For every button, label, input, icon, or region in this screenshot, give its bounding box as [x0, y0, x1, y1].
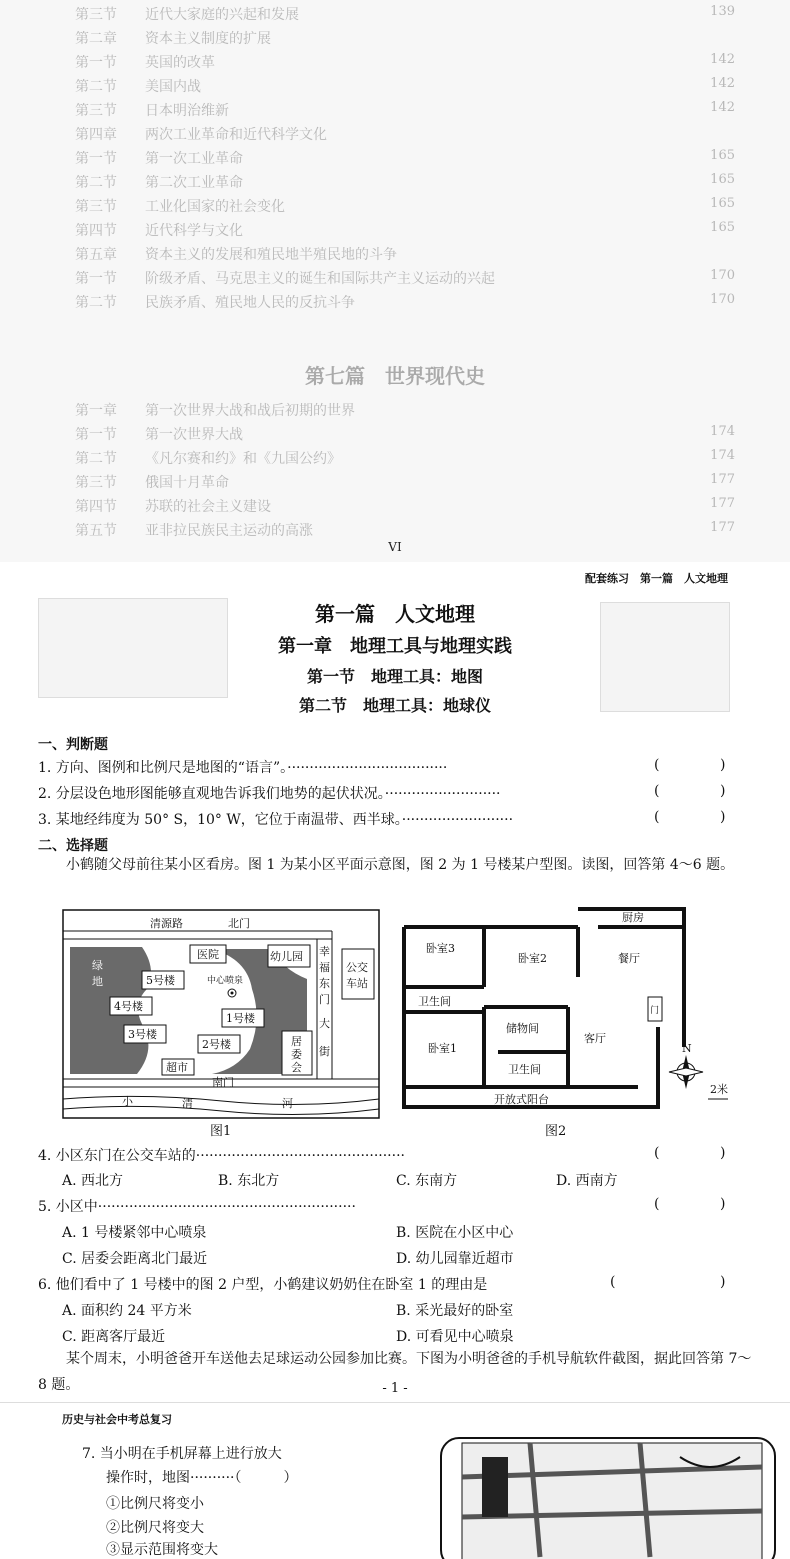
- fig2-label: 厨房: [622, 911, 644, 924]
- toc-entry-text: 苏联的社会主义建设: [145, 499, 271, 515]
- fig1-label: 河: [282, 1097, 293, 1110]
- question-4: 4. 小区东门在公交车站的···············································: [38, 1148, 405, 1164]
- toc-entry: [75, 244, 725, 264]
- q5-option-a: A. 1 号楼紧邻中心喷泉: [62, 1225, 207, 1241]
- intro-paragraph-1: 小鹤随父母前往某小区看房。图 1 为某小区平面示意图，图 2 为 1 号楼某户型图。读图，回答第 4～6 题。: [66, 857, 735, 873]
- fig2-label: 餐厅: [618, 952, 640, 965]
- fig1-label: 1号楼: [226, 1012, 255, 1025]
- fig1-label: 会: [291, 1061, 302, 1074]
- intro-paragraph-2: 某个周末，小明爸爸开车送他去足球运动公园参加比赛。下图为小明爸爸的手机导航软件截图，据此回答第 7～8 题。: [38, 1351, 752, 1393]
- fig2-label: 卧室2: [518, 952, 547, 965]
- answer-paren-close: ): [720, 1274, 726, 1290]
- toc-entry-text: 两次工业革命和近代科学文化: [145, 127, 327, 143]
- fig2-label: N: [682, 1042, 692, 1055]
- toc-entry-text: 日本明治维新: [145, 103, 229, 119]
- toc-entry-page: 170: [710, 268, 735, 283]
- q5-option-d: D. 幼儿园靠近超市: [396, 1251, 514, 1267]
- toc-part-title: 第七篇 世界现代史: [305, 364, 485, 388]
- toc-entry: [75, 52, 725, 72]
- page-number: - 1 -: [382, 1381, 408, 1396]
- q6-option-a: A. 面积约 24 平方米: [62, 1303, 192, 1319]
- fig1-label: 清: [182, 1097, 193, 1110]
- toc-entry-lead: 第一节: [75, 151, 117, 167]
- answer-paren-open: (: [654, 1145, 660, 1161]
- fig1-label: 小: [122, 1095, 133, 1108]
- worksheet-page-2: [0, 1402, 790, 1558]
- fig1-label: 大: [319, 1017, 330, 1030]
- fig2-label: 储物间: [506, 1022, 539, 1035]
- toc-entry-text: 资本主义的发展和殖民地半殖民地的斗争: [145, 247, 397, 263]
- toc-entry-page: 177: [710, 496, 735, 511]
- toc-entry-lead: 第二节: [75, 451, 117, 467]
- toc-entry-text: 近代大家庭的兴起和发展: [145, 7, 299, 23]
- fig2-label: 门: [650, 1006, 660, 1016]
- toc-entry-page: 165: [710, 172, 735, 187]
- chapter-title: 第一章 地理工具与地理实践: [278, 636, 512, 657]
- toc-entry-text: 美国内战: [145, 79, 201, 95]
- toc-entry-lead: 第三节: [75, 475, 117, 491]
- toc-entry-lead: 第四节: [75, 223, 117, 239]
- answer-paren-open: (: [654, 809, 660, 825]
- toc-entry-text: 英国的改革: [145, 55, 215, 71]
- q4-option-a: A. 西北方: [62, 1173, 124, 1189]
- q6-option-b: B. 采光最好的卧室: [396, 1303, 514, 1319]
- toc-entry: [75, 172, 725, 192]
- figure-1-community-map: [62, 909, 380, 1119]
- figure-1-caption: 图1: [210, 1124, 232, 1139]
- q6-option-d: D. 可看见中心喷泉: [396, 1329, 514, 1345]
- toc-entry-lead: 第四节: [75, 499, 117, 515]
- worksheet-page-1: [0, 562, 790, 1402]
- fig1-label: 幼儿园: [270, 950, 303, 963]
- fig1-label: 街: [319, 1045, 330, 1058]
- toc-entry-text: 第一次世界大战: [145, 427, 243, 443]
- fig1-label: 清源路: [150, 917, 183, 930]
- answer-paren-close: ): [720, 1196, 726, 1212]
- fig2-label: 卧室3: [426, 942, 455, 955]
- answer-paren-open: (: [654, 757, 660, 773]
- question-7-cont: 操作时，地图··········（ ）: [106, 1470, 298, 1486]
- answer-paren-open: (: [654, 1196, 660, 1212]
- toc-entry: [75, 124, 725, 144]
- fig1-label: 2号楼: [202, 1038, 231, 1051]
- toc-entry-page: 165: [710, 148, 735, 163]
- page-header: 历史与社会中考总复习: [62, 1413, 172, 1426]
- question-7: 7. 当小明在手机屏幕上进行放大: [82, 1446, 282, 1462]
- fig2-label: 卫生间: [418, 995, 451, 1008]
- toc-entry-lead: 第五节: [75, 523, 117, 539]
- fig1-label: 4号楼: [114, 1000, 143, 1013]
- fig2-label: 卧室1: [428, 1042, 457, 1055]
- fig1-label: 绿: [92, 959, 103, 972]
- q7-option-3: ③显示范围将变大: [106, 1542, 218, 1558]
- toc-entry-text: 《凡尔赛和约》和《九国公约》: [145, 451, 341, 467]
- toc-entry-text: 第一次世界大战和战后初期的世界: [145, 403, 355, 419]
- fig2-label: 客厅: [584, 1032, 606, 1045]
- figure-2-floor-plan: [398, 907, 738, 1119]
- toc-entry-page: 170: [710, 292, 735, 307]
- fig1-label: 地: [92, 975, 103, 988]
- fig1-label: 车站: [346, 977, 368, 990]
- compass-icon: [669, 1055, 703, 1089]
- toc-entry-lead: 第四章: [75, 127, 117, 143]
- question-5: 5. 小区中··························································: [38, 1199, 356, 1215]
- fig1-label: 中心喷泉: [207, 976, 244, 986]
- answer-paren-open: (: [654, 783, 660, 799]
- toc-entry: [75, 76, 725, 96]
- toc-entry-lead: 第五章: [75, 247, 117, 263]
- toc-entry-text: 亚非拉民族民主运动的高涨: [145, 523, 313, 539]
- toc-entry-page: 165: [710, 220, 735, 235]
- toc-entry-page: 177: [710, 472, 735, 487]
- q5-option-c: C. 居委会距离北门最近: [62, 1251, 208, 1267]
- judge-question-3: 3. 某地经纬度为 50° S，10° W，它位于南温带、西半球。·························: [38, 812, 514, 828]
- section-title-1: 第一节 地理工具：地图: [306, 667, 483, 686]
- page-header: 配套练习 第一篇 人文地理: [585, 572, 728, 585]
- toc-entry-lead: 第二章: [75, 31, 117, 47]
- toc-entry: [75, 400, 725, 420]
- toc-entry: [75, 472, 725, 492]
- toc-entry-text: 第一次工业革命: [145, 151, 243, 167]
- toc-entry-page: 165: [710, 196, 735, 211]
- toc-entry-text: 第二次工业革命: [145, 175, 243, 191]
- toc-entry: [75, 28, 725, 48]
- fig1-label: 福: [319, 961, 330, 974]
- fig1-label: 东: [319, 977, 330, 990]
- fig1-label: 超市: [166, 1061, 188, 1074]
- toc-entry-lead: 第三节: [75, 7, 117, 23]
- toc-entry: [75, 148, 725, 168]
- fig2-label: 2米: [710, 1083, 728, 1096]
- answer-paren-close: ): [720, 809, 726, 825]
- toc-entry-lead: 第二节: [75, 175, 117, 191]
- toc-entry-page: 142: [710, 100, 735, 115]
- toc-entry-lead: 第一节: [75, 55, 117, 71]
- fig2-label: 开放式阳台: [494, 1093, 549, 1106]
- fig1-label: 居: [291, 1035, 302, 1048]
- fig1-label: 门: [319, 993, 330, 1006]
- fig1-label: 公交: [346, 961, 368, 974]
- toc-entry-lead: 第一章: [75, 403, 117, 419]
- toc-entry-lead: 第二节: [75, 295, 117, 311]
- q5-option-b: B. 医院在小区中心: [396, 1225, 514, 1241]
- q4-option-b: B. 东北方: [218, 1173, 280, 1189]
- toc-entry: [75, 496, 725, 516]
- toc-entry-page: 177: [710, 520, 735, 535]
- toc-entry-lead: 第三节: [75, 103, 117, 119]
- toc-entry: [75, 448, 725, 468]
- q4-option-c: C. 东南方: [396, 1173, 458, 1189]
- judge-heading: 一、判断题: [38, 737, 108, 753]
- section-title-2: 第二节 地理工具：地球仪: [298, 696, 491, 715]
- toc-entry: [75, 268, 725, 288]
- toc-entry: [75, 4, 725, 24]
- toc-entry: [75, 196, 725, 216]
- fig1-label: 南门: [212, 1076, 234, 1089]
- choice-heading: 二、选择题: [38, 838, 108, 854]
- judge-question-2: 2. 分层设色地形图能够直观地告诉我们地势的起伏状况。··························: [38, 786, 501, 802]
- q4-option-d: D. 西南方: [556, 1173, 618, 1189]
- toc-entry: [75, 520, 725, 540]
- toc-entry: [75, 220, 725, 240]
- toc-page-number: VI: [388, 540, 402, 554]
- fig1-label: 幸: [319, 945, 330, 958]
- toc-entry-lead: 第三节: [75, 199, 117, 215]
- toc-entry-text: 阶级矛盾、马克思主义的诞生和国际共产主义运动的兴起: [145, 271, 495, 287]
- toc-entry-text: 资本主义制度的扩展: [145, 31, 271, 47]
- q6-option-c: C. 距离客厅最近: [62, 1329, 166, 1345]
- answer-paren-close: ): [720, 1145, 726, 1161]
- toc-entry-page: 142: [710, 76, 735, 91]
- q7-option-1: ①比例尺将变小: [106, 1496, 204, 1512]
- fig2-label: 卫生间: [508, 1063, 541, 1076]
- toc-entry-page: 174: [710, 448, 735, 463]
- toc-entry-page: 142: [710, 52, 735, 67]
- toc-entry-text: 近代科学与文化: [145, 223, 243, 239]
- answer-paren-close: ): [720, 757, 726, 773]
- toc-entry-text: 民族矛盾、殖民地人民的反抗斗争: [145, 295, 355, 311]
- part-title: 第一篇 人文地理: [315, 602, 475, 626]
- toc-entry-lead: 第一节: [75, 271, 117, 287]
- fig1-label: 委: [291, 1048, 302, 1061]
- toc-entry-lead: 第一节: [75, 427, 117, 443]
- toc-entry: [75, 292, 725, 312]
- toc-entry-lead: 第二节: [75, 79, 117, 95]
- toc-entry-text: 工业化国家的社会变化: [145, 199, 285, 215]
- toc-entry-page: 139: [710, 4, 735, 19]
- judge-question-1: 1. 方向、图例和比例尺是地图的“语言”。····································: [38, 760, 448, 776]
- phone-navigation-screenshot: [440, 1437, 776, 1546]
- answer-paren-close: ): [720, 783, 726, 799]
- answer-paren-open: (: [610, 1274, 616, 1290]
- question-6: 6. 他们看中了 1 号楼中的图 2 户型，小鹤建议奶奶住在卧室 1 的理由是: [38, 1277, 488, 1293]
- toc-entry-text: 俄国十月革命: [145, 475, 229, 491]
- fig1-label: 5号楼: [146, 974, 175, 987]
- figure-2-caption: 图2: [545, 1124, 567, 1139]
- fig1-label: 医院: [197, 948, 219, 961]
- toc-entry: [75, 424, 725, 444]
- fig1-label: 3号楼: [128, 1028, 157, 1041]
- fig1-label: 北门: [228, 917, 250, 930]
- toc-entry-page: 174: [710, 424, 735, 439]
- toc-entry: [75, 100, 725, 120]
- q7-option-2: ②比例尺将变大: [106, 1520, 204, 1536]
- toc-page: [0, 0, 790, 580]
